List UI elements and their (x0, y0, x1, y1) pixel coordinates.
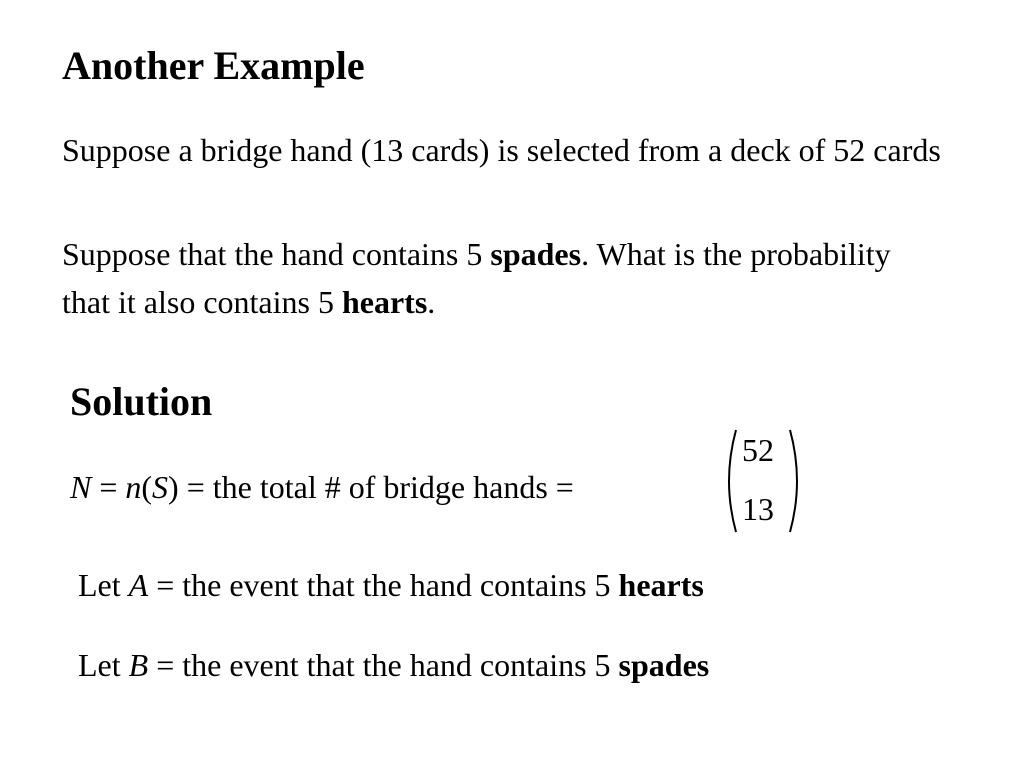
solution-heading: Solution (70, 379, 213, 424)
b-variable: B (128, 647, 149, 683)
let-a-prefix: Let (78, 567, 129, 603)
right-paren-shape (790, 430, 797, 532)
hearts-emphasis: hearts (341, 284, 428, 320)
let-b-text: = the event that the hand contains 5 (148, 647, 619, 683)
spades-emphasis: spades (490, 236, 582, 272)
let-a-text: = the event that the hand contains 5 (148, 567, 619, 603)
left-paren-shape (729, 430, 736, 532)
let-b-prefix: Let (78, 647, 129, 683)
close-paren: ) (168, 469, 179, 505)
para2-text-middle: . What is the probability that it also contains 5 (62, 236, 891, 320)
open-paren: ( (141, 469, 153, 505)
binomial-top: 52 (742, 432, 774, 468)
slide-title: Another Example (62, 43, 365, 88)
total-hands-equation (70, 467, 574, 507)
event-b-definition (78, 645, 709, 685)
s-variable: S (152, 469, 169, 505)
para2-text-start: Suppose that the hand contains 5 (62, 236, 491, 272)
n-variable: N (70, 469, 92, 505)
n-function: n (125, 469, 142, 505)
total-hands-text: = the total # of bridge hands = (178, 469, 574, 505)
problem-paragraph-1: Suppose a bridge hand (13 cards) is selected from a deck of 52 cards (62, 132, 941, 168)
equals-sign: = (91, 469, 126, 505)
binomial-bottom: 13 (742, 491, 774, 527)
para2-text-end: . (427, 284, 436, 320)
let-b-spades: spades (618, 647, 710, 683)
problem-paragraph-2 (62, 230, 942, 326)
let-a-hearts: hearts (618, 567, 704, 603)
a-variable: A (128, 567, 149, 603)
event-a-definition (78, 565, 704, 605)
